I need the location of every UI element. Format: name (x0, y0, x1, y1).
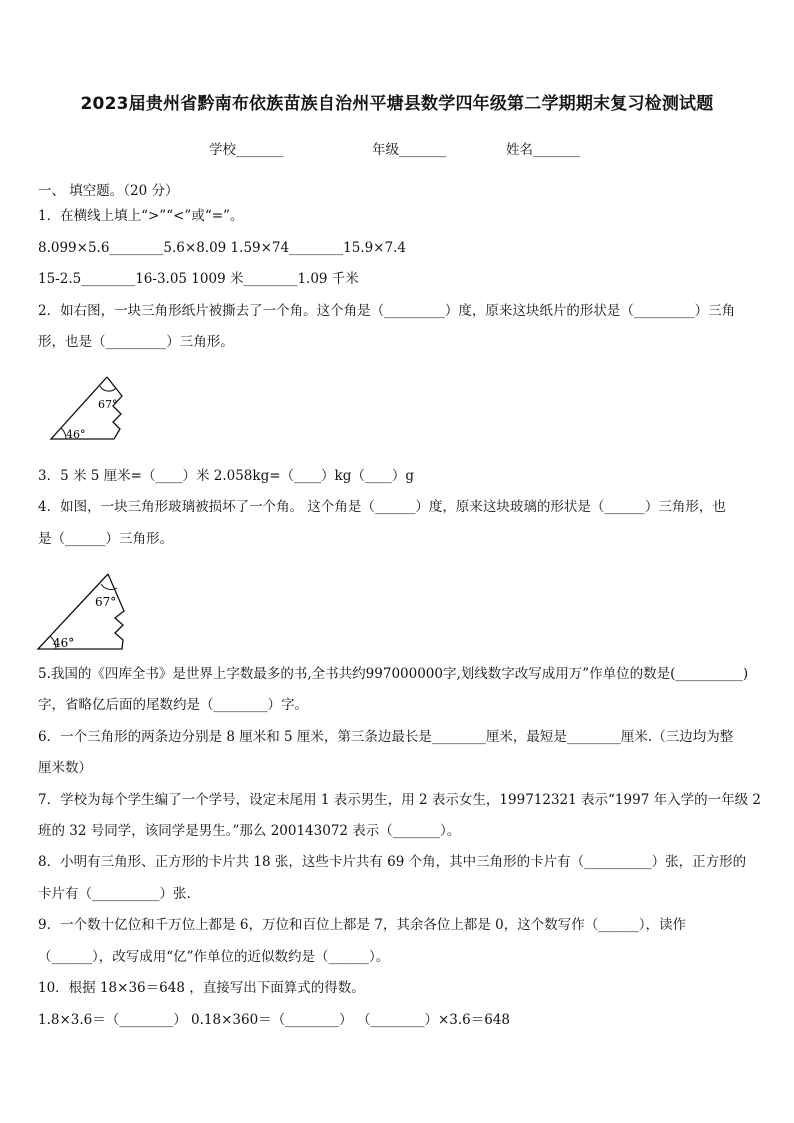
angle-label-top: 67° (95, 595, 117, 609)
section-heading: 一、 填空题。（20 分） (38, 183, 179, 199)
q10-row: 1.8×3.6＝（________） 0.18×360＝（________） （________）×3.6＝648 (38, 1012, 511, 1028)
q5-line1: 5.我国的《四库全书》是世界上字数最多的书,全书共约997000000字,划线数字改写成用万”作单位的数是(__________) (38, 666, 749, 682)
school-field[interactable]: 学校_______ (209, 142, 284, 158)
q6-line2: 厘米数） (38, 760, 92, 776)
q10-stem: 10．根据 18×36＝648 ，直接写出下面算式的得数。 (38, 980, 365, 996)
q9-line2: （______），改写成用“亿”作单位的近似数约是（______）。 (38, 949, 390, 965)
q1-row2: 15-2.5________16-3.05 1009 米________1.09 千米 (38, 271, 359, 287)
q7-line1: 7．学校为每个学生编了一个学号，设定末尾用 1 表示男生，用 2 表示女生，199712321 表示“1997 年入学的一年级 2 (38, 792, 761, 808)
q1-row1: 8.099×5.6________5.6×8.09 1.59×74________15.9×7.4 (38, 240, 406, 256)
angle-label-bottom: 46° (66, 428, 86, 441)
name-field[interactable]: 姓名_______ (506, 142, 581, 158)
q2-line2: 形，也是（_________）三角形。 (38, 334, 234, 350)
q4-line1: 4．如图，一块三角形玻璃被损坏了一个角。 这个角是（______）度，原来这块玻璃的形状是（______）三角形，也 (38, 499, 726, 515)
torn-triangle-figure-2 (34, 570, 138, 654)
q4-line2: 是（______）三角形。 (38, 531, 173, 547)
q3-text: 3．5 米 5 厘米=（____）米 2.058kg=（____）kg（____）g (38, 468, 414, 484)
q9-line1: 9．一个数十亿位和千万位上都是 6，万位和百位上都是 7，其余各位上都是 0，这个数写作（______），读作 (38, 917, 686, 933)
q6-line1: 6．一个三角形的两条边分别是 8 厘米和 5 厘米，第三条边最长是________厘米，最短是________厘米.（三边均为整 (38, 729, 734, 745)
grade-field[interactable]: 年级_______ (372, 142, 447, 158)
q5-line2: 字，省略亿后面的尾数约是（________）字。 (38, 697, 308, 713)
torn-triangle-figure-1 (44, 372, 134, 444)
q1-stem: 1．在横线上填上“>”“<”或“=”。 (38, 208, 244, 224)
angle-label-top: 67° (98, 398, 118, 411)
q2-line1: 2．如右图，一块三角形纸片被撕去了一个角。这个角是（_________）度，原来这块纸片的形状是（_________）三角 (38, 303, 736, 319)
page-title: 2023届贵州省黔南布依族苗族自治州平塘县数学四年级第二学期期末复习检测试题 (80, 94, 714, 114)
angle-label-bottom: 46° (53, 636, 75, 650)
q8-line1: 8．小明有三角形、正方形的卡片共 18 张，这些卡片共有 69 个角，其中三角形的卡片有（__________）张，正方形的 (38, 854, 747, 870)
q8-line2: 卡片有（__________）张. (38, 886, 191, 902)
q7-line2: 班的 32 号同学，该同学是男生。”那么 200143072 表示（_______）。 (38, 823, 461, 839)
